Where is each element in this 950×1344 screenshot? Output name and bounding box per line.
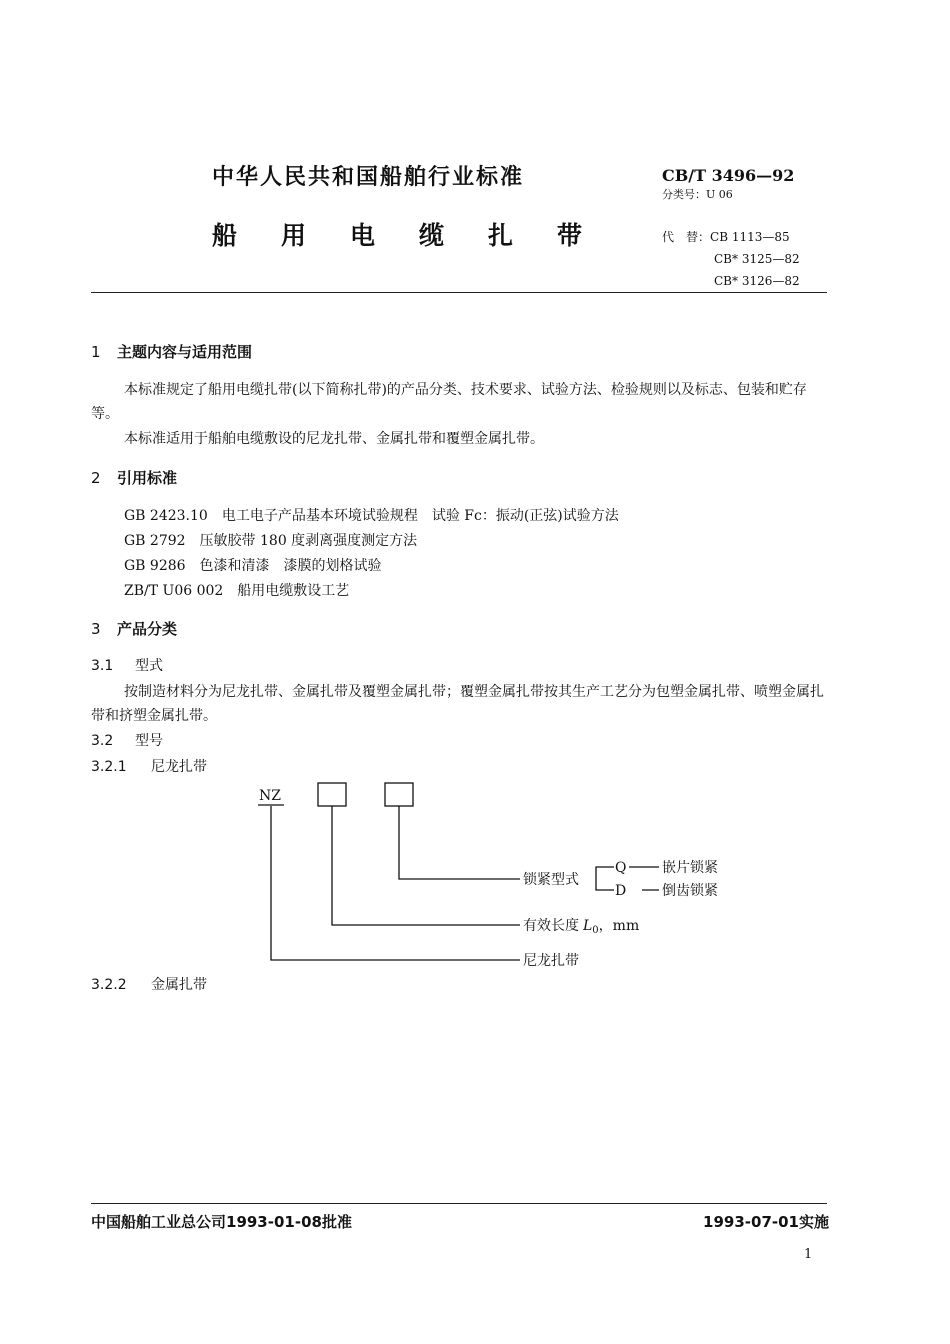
option-q-code: Q bbox=[615, 860, 627, 876]
page-number: 1 bbox=[804, 1247, 813, 1262]
lock-code-box bbox=[385, 783, 413, 806]
subsection-3-2-1-heading: 3.2.1 尼龙扎带 bbox=[91, 759, 207, 775]
subsection-3-1-heading: 3.1 型式 bbox=[91, 658, 163, 674]
reference-item: ZB/T U06 002 船用电缆敷设工艺 bbox=[124, 583, 350, 599]
standard-name: 船用电缆扎带 bbox=[212, 221, 627, 250]
option-d-label: 倒齿锁紧 bbox=[662, 883, 718, 899]
standard-code: CB/T 3496—92 bbox=[662, 166, 795, 185]
lock-type-leader bbox=[399, 806, 520, 879]
approval-text: 中国船舶工业总公司1993-01-08批准 bbox=[91, 1213, 352, 1231]
nylon-leader bbox=[271, 806, 520, 960]
nylon-label: 尼龙扎带 bbox=[523, 953, 579, 969]
subsection-3-2-heading: 3.2 型号 bbox=[91, 733, 163, 749]
section-1-paragraph-1: 本标准规定了船用电缆扎带(以下简称扎带)的产品分类、技术要求、试验方法、检验规则以及标志、包装和贮存等。 bbox=[91, 382, 807, 422]
reference-item: GB 2792 压敏胶带 180 度剥离强度测定方法 bbox=[124, 533, 418, 549]
subsection-3-1-paragraph: 按制造材料分为尼龙扎带、金属扎带及覆塑金属扎带；覆塑金属扎带按其生产工艺分为包塑金属扎带、喷塑金属扎带和挤塑金属扎带。 bbox=[91, 684, 824, 724]
section-title: 主题内容与适用范围 bbox=[117, 343, 253, 361]
length-leader bbox=[332, 806, 520, 925]
section-1-paragraph-2: 本标准适用于船舶电缆敷设的尼龙扎带、金属扎带和覆塑金属扎带。 bbox=[124, 431, 544, 447]
option-q-label: 嵌片锁紧 bbox=[662, 860, 718, 876]
standard-title: 中华人民共和国船舶行业标准 bbox=[212, 165, 525, 190]
section-title: 产品分类 bbox=[117, 620, 178, 638]
subsection-3-2-2-heading: 3.2.2 金属扎带 bbox=[91, 977, 207, 993]
implementation-text: 1993-07-01实施 bbox=[703, 1213, 829, 1231]
replaces-item: CB* 3125—82 bbox=[714, 252, 800, 266]
replaces-item: CB* 3126—82 bbox=[714, 274, 800, 288]
reference-item: GB 2423.10 电工电子产品基本环境试验规程 试验 Fc：振动(正弦)试验方法 bbox=[124, 508, 619, 524]
option-d-code: D bbox=[615, 883, 627, 899]
length-code-box bbox=[318, 783, 346, 806]
section-number: 3 bbox=[91, 620, 101, 638]
lock-option-bracket bbox=[596, 867, 614, 890]
length-label: 有效长度 $L_0$，mm bbox=[523, 918, 640, 936]
section-title: 引用标准 bbox=[117, 469, 178, 487]
section-number: 1 bbox=[91, 343, 101, 361]
classification-number: 分类号：U 06 bbox=[662, 188, 733, 201]
reference-item: GB 9286 色漆和清漆 漆膜的划格试验 bbox=[124, 558, 382, 574]
replaces-label: 代 替： bbox=[662, 230, 711, 244]
section-number: 2 bbox=[91, 469, 101, 487]
replaces-item: CB 1113—85 bbox=[710, 230, 790, 244]
model-prefix: NZ bbox=[259, 788, 281, 804]
footer-rule bbox=[91, 1203, 827, 1204]
lock-type-label: 锁紧型式 bbox=[523, 872, 579, 888]
